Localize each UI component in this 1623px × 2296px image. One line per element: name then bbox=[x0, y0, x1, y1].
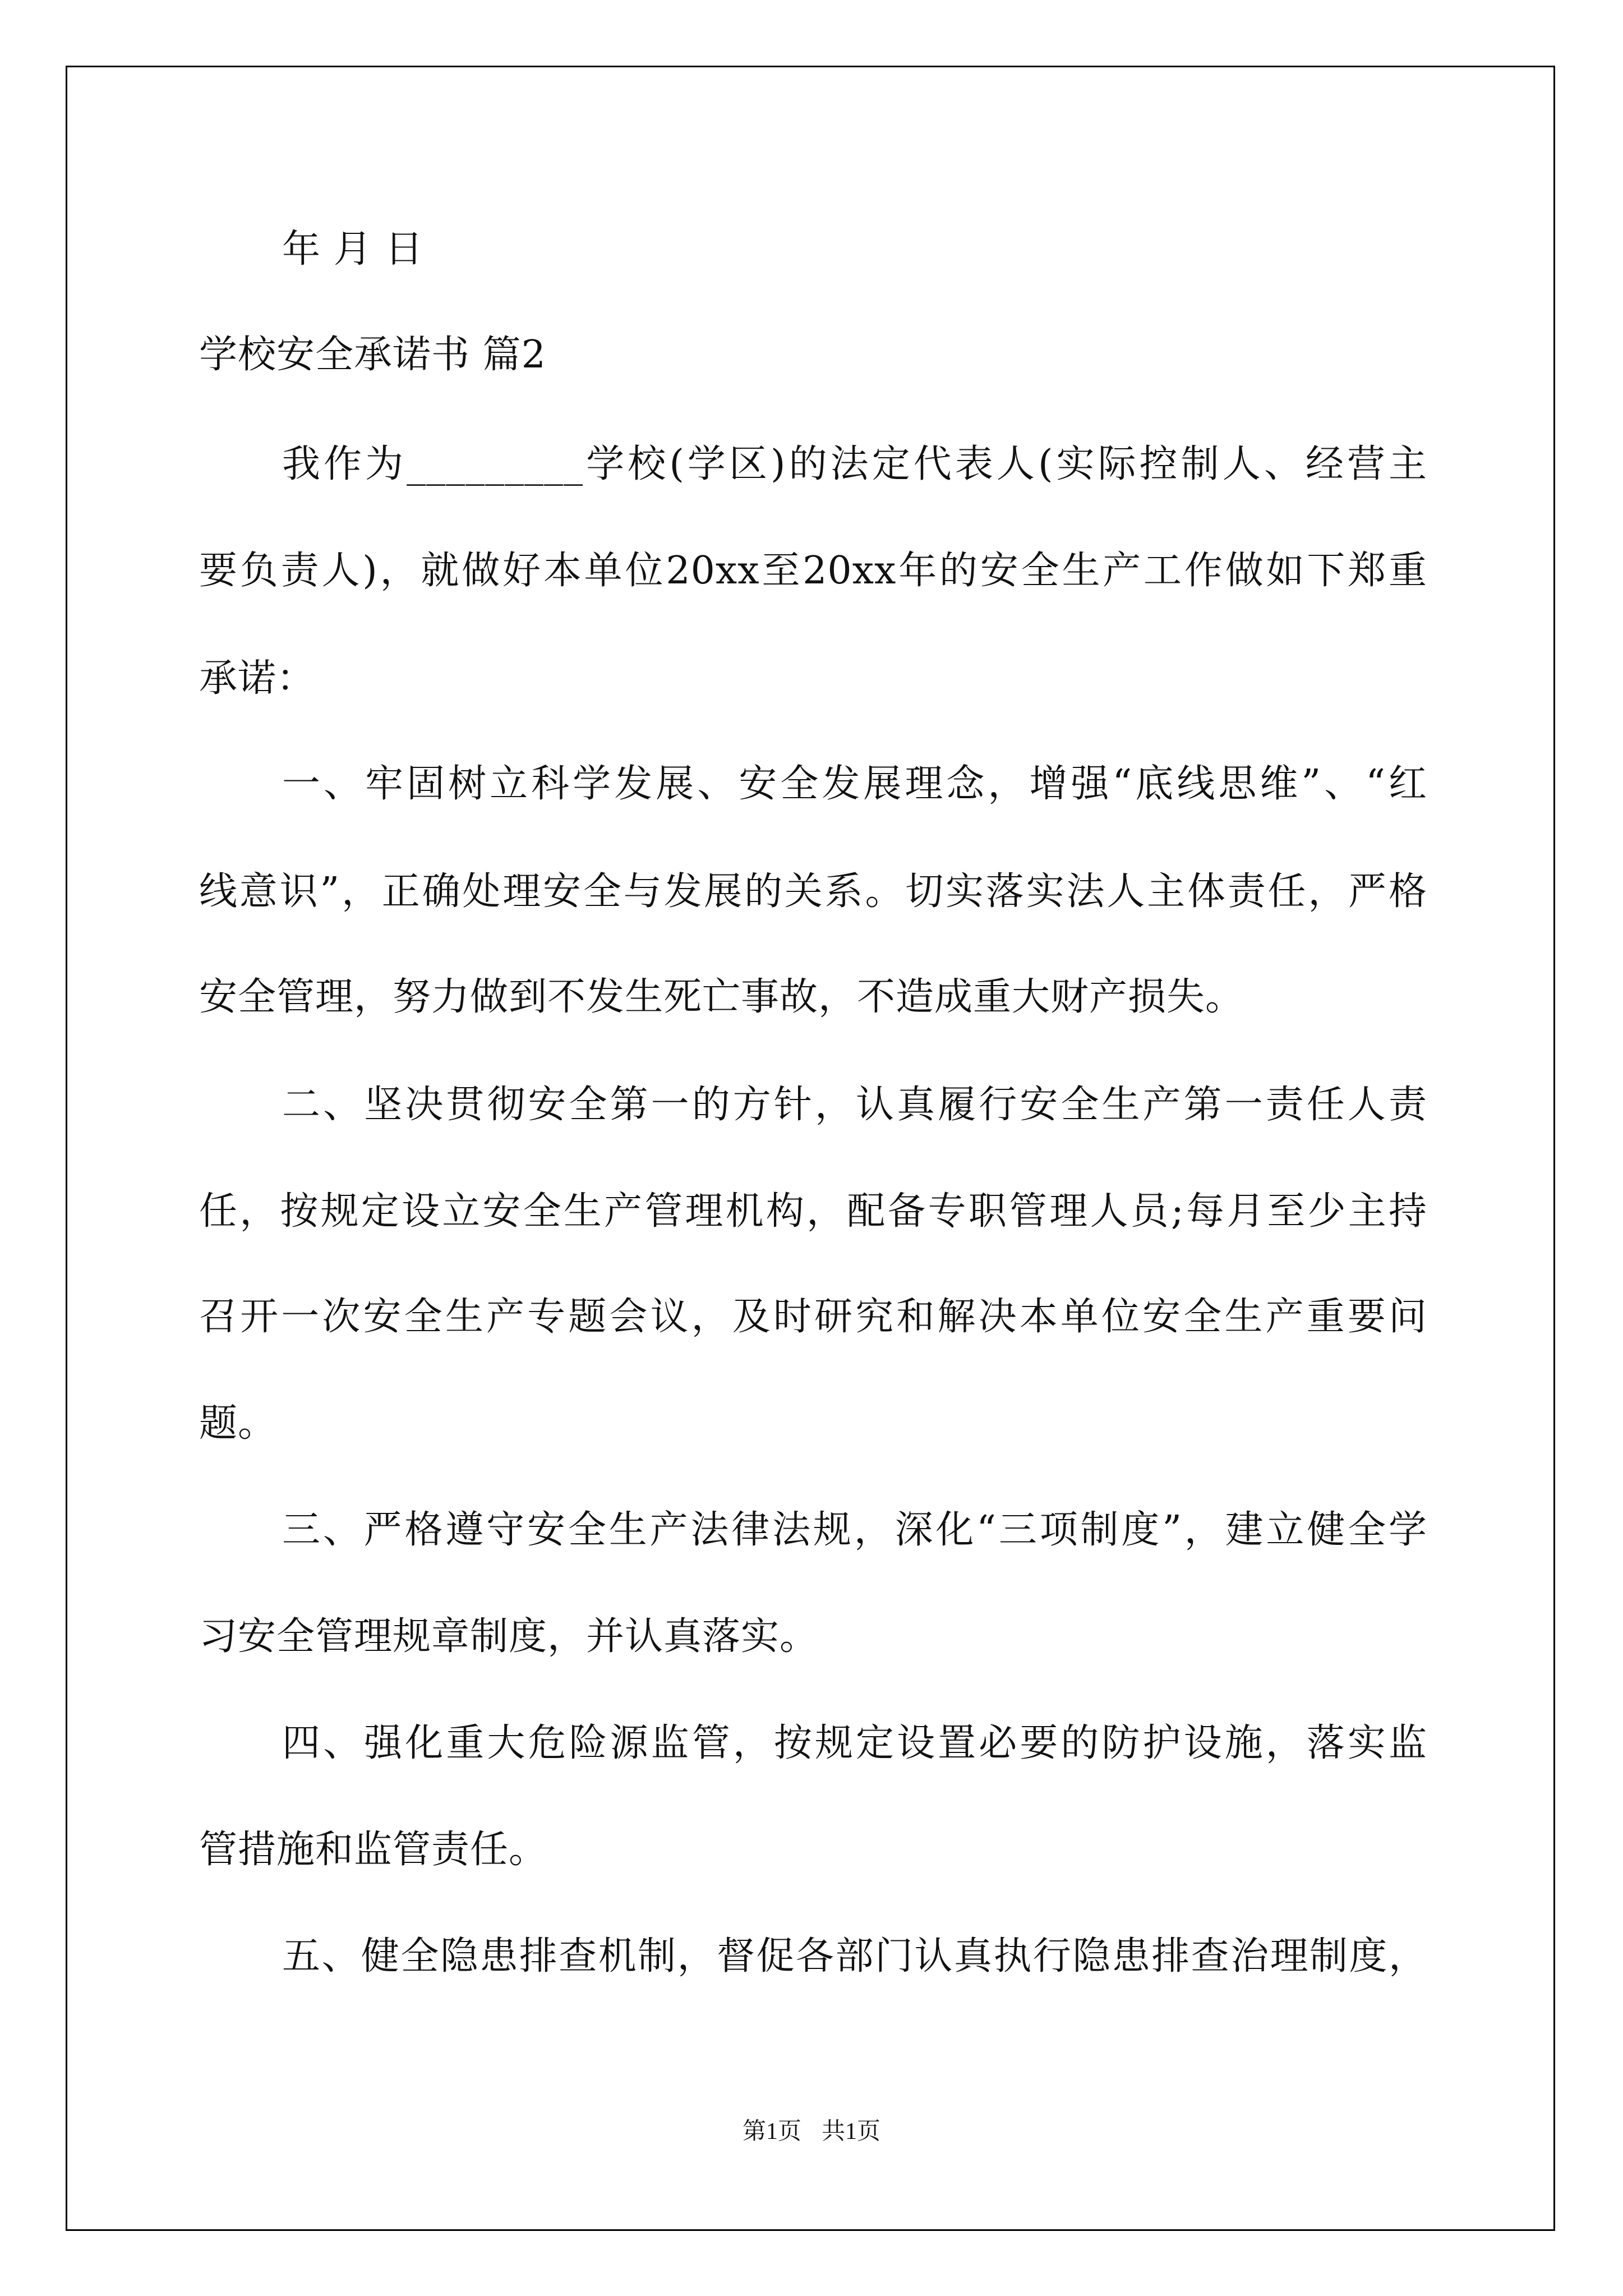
page-number: 第1页 bbox=[742, 2119, 801, 2145]
paragraph-line: 习安全管理规章制度，并认真落实。 bbox=[199, 1614, 819, 1659]
paragraph-line: 二、坚决贯彻安全第一的方针，认真履行安全生产第一责任人责 bbox=[282, 1083, 1427, 1127]
page-footer bbox=[0, 2115, 1623, 2148]
paragraph-line: 五、健全隐患排查机制，督促各部门认真执行隐患排查治理制度， bbox=[282, 1934, 1427, 1978]
paragraph-line: 任，按规定设立安全生产管理机构，配备专职管理人员;每月至少主持 bbox=[199, 1189, 1427, 1234]
paragraph-line: 我作为_________学校(学区)的法定代表人(实际控制人、经营主 bbox=[282, 442, 1427, 486]
paragraph-line: 一、牢固树立科学发展、安全发展理念，增强“底线思维”、“红 bbox=[282, 762, 1427, 806]
page-count: 共1页 bbox=[822, 2119, 881, 2145]
paragraph-line: 管措施和监管责任。 bbox=[199, 1828, 548, 1872]
paragraph-line: 安全管理，努力做到不发生死亡事故，不造成重大财产损失。 bbox=[199, 975, 1244, 1019]
paragraph-line: 承诺： bbox=[199, 656, 316, 701]
section-title: 学校安全承诺书 篇2 bbox=[199, 333, 546, 377]
paragraph-line: 三、严格遵守安全生产法律法规，深化“三项制度”，建立健全学 bbox=[282, 1508, 1427, 1552]
paragraph-line: 召开一次安全生产专题会议，及时研究和解决本单位安全生产重要问 bbox=[199, 1295, 1427, 1339]
paragraph-line: 四、强化重大危险源监管，按规定设置必要的防护设施，落实监 bbox=[282, 1721, 1427, 1765]
date-line: 年 月 日 bbox=[282, 227, 424, 272]
page-border bbox=[66, 66, 1555, 2231]
paragraph-line: 要负责人)，就做好本单位20xx至20xx年的安全生产工作做如下郑重 bbox=[199, 549, 1427, 593]
paragraph-line: 线意识”，正确处理安全与发展的关系。切实落实法人主体责任，严格 bbox=[199, 869, 1427, 914]
paragraph-line: 题。 bbox=[199, 1401, 277, 1446]
